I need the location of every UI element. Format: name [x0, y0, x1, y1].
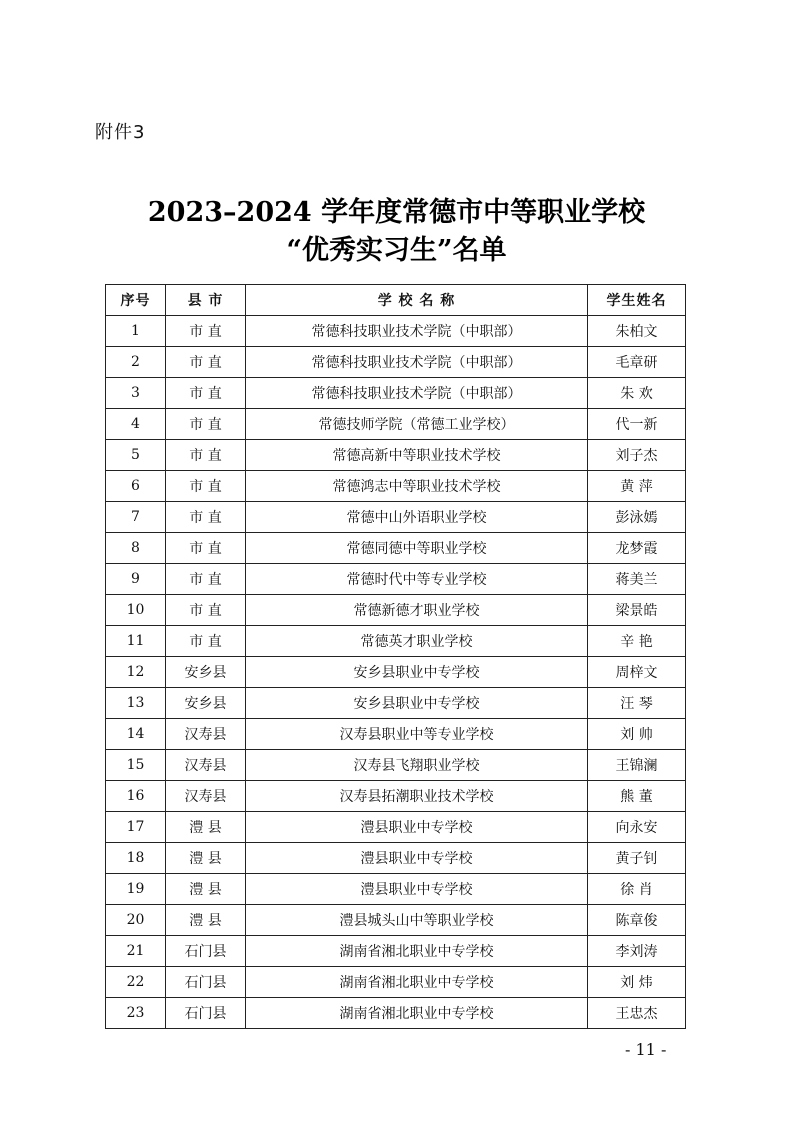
row-school: 汉寿县职业中等专业学校 — [246, 719, 588, 750]
row-student: 黄 萍 — [588, 471, 686, 502]
row-index: 11 — [106, 626, 166, 657]
row-school: 湖南省湘北职业中专学校 — [246, 967, 588, 998]
row-index: 17 — [106, 812, 166, 843]
row-school: 常德技师学院（常德工业学校） — [246, 409, 588, 440]
row-student: 龙梦霞 — [588, 533, 686, 564]
row-school: 常德科技职业技术学院（中职部） — [246, 316, 588, 347]
row-index: 16 — [106, 781, 166, 812]
row-county: 市 直 — [166, 533, 246, 564]
row-student: 黄子钊 — [588, 843, 686, 874]
row-county: 市 直 — [166, 471, 246, 502]
table-row — [106, 688, 686, 719]
row-county: 澧 县 — [166, 812, 246, 843]
page-number: - 11 - — [625, 1040, 667, 1059]
row-student: 陈章俊 — [588, 905, 686, 936]
row-student: 朱 欢 — [588, 378, 686, 409]
row-school: 汉寿县拓潮职业技术学校 — [246, 781, 588, 812]
row-school: 常德科技职业技术学院（中职部） — [246, 378, 588, 409]
table-row — [106, 378, 686, 409]
table-row — [106, 502, 686, 533]
row-index: 9 — [106, 564, 166, 595]
table-row — [106, 719, 686, 750]
row-county: 市 直 — [166, 502, 246, 533]
table-row — [106, 347, 686, 378]
row-student: 周梓文 — [588, 657, 686, 688]
header-school: 学 校 名 称 — [246, 285, 588, 316]
row-school: 常德鸿志中等职业技术学校 — [246, 471, 588, 502]
row-student: 毛章研 — [588, 347, 686, 378]
header-student: 学生姓名 — [588, 285, 686, 316]
row-index: 14 — [106, 719, 166, 750]
row-county: 澧 县 — [166, 843, 246, 874]
row-county: 石门县 — [166, 936, 246, 967]
row-index: 19 — [106, 874, 166, 905]
table-row — [106, 471, 686, 502]
row-student: 梁景皓 — [588, 595, 686, 626]
row-county: 汉寿县 — [166, 719, 246, 750]
row-school: 常德高新中等职业技术学校 — [246, 440, 588, 471]
row-index: 7 — [106, 502, 166, 533]
row-student: 刘子杰 — [588, 440, 686, 471]
row-school: 常德中山外语职业学校 — [246, 502, 588, 533]
row-county: 市 直 — [166, 409, 246, 440]
row-student: 辛 艳 — [588, 626, 686, 657]
row-county: 汉寿县 — [166, 750, 246, 781]
table-row — [106, 595, 686, 626]
row-school: 常德同德中等职业学校 — [246, 533, 588, 564]
row-school: 常德时代中等专业学校 — [246, 564, 588, 595]
table-row — [106, 967, 686, 998]
row-county: 澧 县 — [166, 874, 246, 905]
table-body — [106, 316, 686, 1029]
table-row — [106, 781, 686, 812]
row-county: 市 直 — [166, 440, 246, 471]
row-school: 常德科技职业技术学院（中职部） — [246, 347, 588, 378]
header-county: 县 市 — [166, 285, 246, 316]
row-county: 石门县 — [166, 998, 246, 1029]
row-school: 澧县职业中专学校 — [246, 843, 588, 874]
table-row — [106, 843, 686, 874]
row-school: 安乡县职业中专学校 — [246, 657, 588, 688]
row-school: 安乡县职业中专学校 — [246, 688, 588, 719]
row-school: 澧县职业中专学校 — [246, 812, 588, 843]
row-index: 22 — [106, 967, 166, 998]
row-school: 澧县职业中专学校 — [246, 874, 588, 905]
row-county: 石门县 — [166, 967, 246, 998]
table-row — [106, 564, 686, 595]
row-school: 湖南省湘北职业中专学校 — [246, 998, 588, 1029]
table-header-row — [106, 285, 686, 316]
row-index: 3 — [106, 378, 166, 409]
table-row — [106, 936, 686, 967]
row-student: 王锦澜 — [588, 750, 686, 781]
row-index: 12 — [106, 657, 166, 688]
row-county: 市 直 — [166, 595, 246, 626]
document-title-line1: 2023–2024 学年度常德市中等职业学校 — [147, 197, 646, 228]
row-index: 13 — [106, 688, 166, 719]
row-student: 向永安 — [588, 812, 686, 843]
row-index: 18 — [106, 843, 166, 874]
row-school: 湖南省湘北职业中专学校 — [246, 936, 588, 967]
row-school: 汉寿县飞翔职业学校 — [246, 750, 588, 781]
table-row — [106, 533, 686, 564]
row-student: 汪 琴 — [588, 688, 686, 719]
row-index: 10 — [106, 595, 166, 626]
row-county: 市 直 — [166, 378, 246, 409]
table-row — [106, 316, 686, 347]
row-school: 常德新德才职业学校 — [246, 595, 588, 626]
row-student: 熊 董 — [588, 781, 686, 812]
row-student: 朱柏文 — [588, 316, 686, 347]
table-row — [106, 998, 686, 1029]
row-county: 市 直 — [166, 626, 246, 657]
row-index: 21 — [106, 936, 166, 967]
row-index: 15 — [106, 750, 166, 781]
header-index: 序号 — [106, 285, 166, 316]
row-student: 代一新 — [588, 409, 686, 440]
row-county: 汉寿县 — [166, 781, 246, 812]
row-index: 1 — [106, 316, 166, 347]
table-row — [106, 440, 686, 471]
row-index: 6 — [106, 471, 166, 502]
row-index: 2 — [106, 347, 166, 378]
row-student: 李刘涛 — [588, 936, 686, 967]
table-row — [106, 812, 686, 843]
row-county: 澧 县 — [166, 905, 246, 936]
table-row — [106, 657, 686, 688]
row-student: 王忠杰 — [588, 998, 686, 1029]
row-index: 8 — [106, 533, 166, 564]
row-student: 徐 肖 — [588, 874, 686, 905]
row-school: 常德英才职业学校 — [246, 626, 588, 657]
row-index: 20 — [106, 905, 166, 936]
student-list-table — [105, 284, 686, 1029]
row-student: 刘 帅 — [588, 719, 686, 750]
row-county: 市 直 — [166, 316, 246, 347]
row-index: 23 — [106, 998, 166, 1029]
table-row — [106, 750, 686, 781]
row-student: 蒋美兰 — [588, 564, 686, 595]
attachment-label: 附件3 — [95, 122, 146, 143]
row-county: 市 直 — [166, 347, 246, 378]
document-title-line2: “优秀实习生”名单 — [286, 235, 507, 266]
row-index: 4 — [106, 409, 166, 440]
row-school: 澧县城头山中等职业学校 — [246, 905, 588, 936]
row-county: 安乡县 — [166, 688, 246, 719]
table-row — [106, 409, 686, 440]
row-index: 5 — [106, 440, 166, 471]
row-county: 安乡县 — [166, 657, 246, 688]
table-row — [106, 874, 686, 905]
row-student: 刘 炜 — [588, 967, 686, 998]
table-row — [106, 905, 686, 936]
row-student: 彭泳嫣 — [588, 502, 686, 533]
table-row — [106, 626, 686, 657]
row-county: 市 直 — [166, 564, 246, 595]
